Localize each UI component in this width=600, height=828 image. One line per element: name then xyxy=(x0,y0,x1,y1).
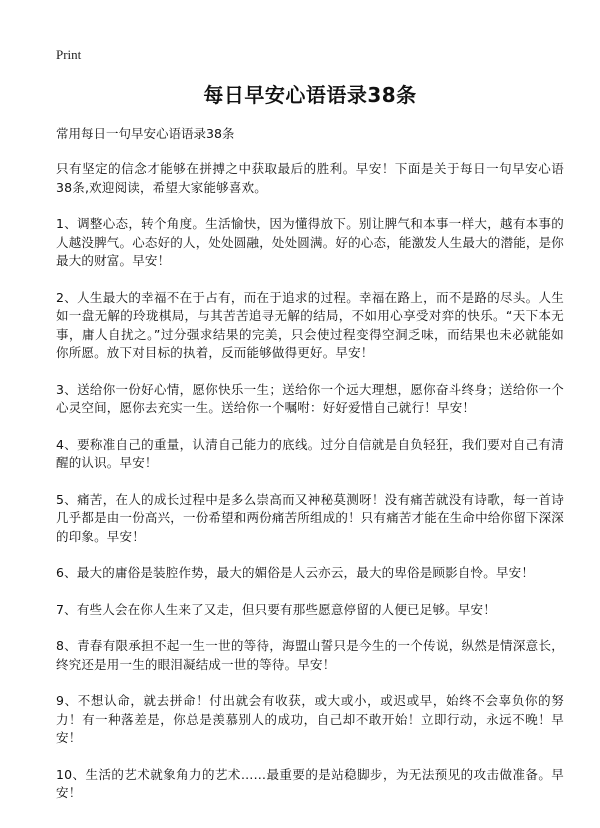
quote-item-4: 4、要称准自己的重量，认清自己能力的底线。过分自信就是自负轻狂，我们要对自己有清醒的认识。早安！ xyxy=(56,436,564,470)
quote-item-5: 5、痛苦，在人的成长过程中是多么崇高而又神秘莫测呀！没有痛苦就没有诗歌，每一首诗几乎都是由一份高兴，一份希望和两份痛苦所组成的！只有痛苦才能在生命中给你留下深深的印象。早安！ xyxy=(56,491,565,544)
quote-item-3: 3、送给你一份好心情，愿你快乐一生；送给你一个远大理想，愿你奋斗终身；送给你一个心灵空间，愿你去充实一生。送给你一个嘱咐：好好爱惜自己就行！早安！ xyxy=(56,381,564,415)
document-title: 每日早安心语语录38条 xyxy=(203,83,417,107)
quote-item-8: 8、青春有限承担不起一生一世的等待，海盟山誓只是今生的一个传说，纵然是情深意长，终究还是用一生的眼泪凝结成一世的等待。早安！ xyxy=(56,638,564,672)
quote-item-9: 9、不想认命，就去拼命！付出就会有收获，或大或小，或迟或早，始终不会辜负你的努力！有一种落差是，你总是羡慕别人的成功，自己却不敢开始！立即行动，永远不晚！早安！ xyxy=(56,693,564,745)
print-link[interactable]: Print xyxy=(56,47,82,62)
quote-item-6: 6、最大的庸俗是装腔作势，最大的媚俗是人云亦云，最大的卑俗是顾影自怜。早安！ xyxy=(56,565,535,580)
quote-item-2: 2、人生最大的幸福不在于占有，而在于追求的过程。幸福在路上，而不是路的尽头。人生如一盘无解的玲珑棋局，与其苦苦追寻无解的结局，不如用心享受对弈的快乐。“天下本无事，庸人自扰之。”过分强求结果的完美，只会使过程变得空洞乏味，而结果也未必就能如你所愿。放下对目标的执着，反而能够做得更好。早安！ xyxy=(56,289,564,360)
document-subtitle: 常用每日一句早安心语语录38条 xyxy=(56,126,235,141)
intro-paragraph: 只有坚定的信念才能够在拼搏之中获取最后的胜利。早安！下面是关于每日一句早安心语38条,欢迎阅读，希望大家能够喜欢。 xyxy=(56,161,564,195)
quote-item-7: 7、有些人会在你人生来了又走，但只要有那些愿意停留的人便已足够。早安！ xyxy=(56,601,496,617)
quote-item-1: 1、调整心态，转个角度。生活愉快，因为懂得放下。别让脾气和本事一样大，越有本事的人越没脾气。心态好的人，处处圆融，处处圆满。好的心态，能激发人生最大的潜能，是你最大的财富。早安！ xyxy=(56,216,565,268)
quote-item-10: 10、生活的艺术就象角力的艺术……最重要的是站稳脚步，为无法预见的攻击做准备。早安！ xyxy=(56,766,564,800)
